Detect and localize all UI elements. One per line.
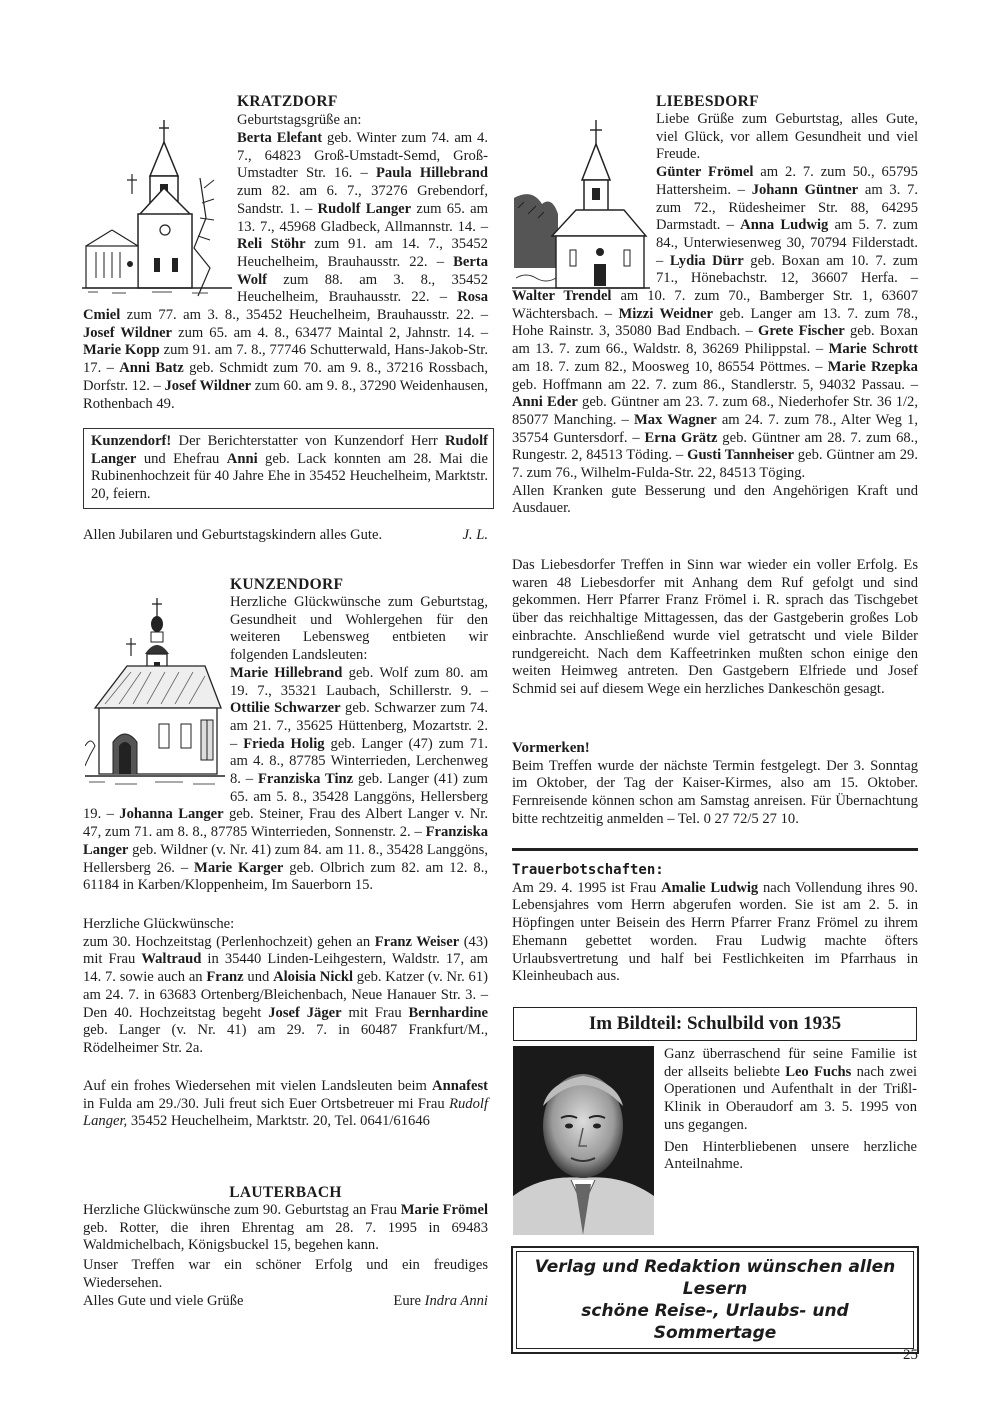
mourning-name: Amalie Ludwig <box>661 879 759 896</box>
entry-text: geb. Güntner am 23. 7. zum 68., Niederhofer Str. 36 1/2, 85077 Manching. – <box>512 394 918 428</box>
reunion-text: Auf ein frohes Wiedersehen mit vielen Landsleuten beim <box>83 1078 433 1094</box>
liebesdorf-entries <box>512 111 918 518</box>
wedding-text: zum 30. Hochzeitstag (Perlenhochzeit) gehen an <box>83 933 375 950</box>
entry-text: geb. Langer (47) zum 71. am 4. 8., 87785 Winterrieden, Lerchenweg 8. – <box>230 735 489 788</box>
entry-name: Berta Elefant <box>237 130 323 146</box>
liebesdorf-meeting-text: Das Liebesdorfer Treffen in Sinn war wieder ein voller Erfolg. Es waren 48 Liebesdorfer mit Anhang dem Ruf gefolgt und sind gekommen. Herr Pfarrer Franz Frömel i. R. sprach das Tischgebet über das reichhaltige Mittagessen, das der Gastgeberin großes Lob einbrachte. Anschließend wurde viel getratscht und viele Bilder rundgereicht. Nach dem Kaffeetrinken mußten schon einige den weiten Heimweg antreten. Den Gastgebern Elfriede und Josef Schmid sei auf diesem Wege ein herzliches Dankeschön gesagt. <box>512 557 918 697</box>
bildteil-text <box>664 1046 917 1174</box>
wedding-name: Franz <box>206 969 244 986</box>
liebesdorf-heading: LIEBESDORF <box>656 93 759 110</box>
kratzdorf-signature: J. L. <box>462 527 488 543</box>
entry-name: Paula Hillebrand <box>376 165 488 182</box>
entry-name: Marie Rzepka <box>827 358 918 375</box>
mourning-heading: Trauerbotschaften: <box>512 862 664 878</box>
entry-name: Anni Batz <box>119 360 184 377</box>
lauterbach-sig-name: Indra Anni <box>424 1292 488 1309</box>
entry-text: geb. Schwarzer zum 74. am 21. 7., 35625 Hüttenberg, Mozartstr. 2. – <box>230 700 488 752</box>
entry-text: geb. Olbrich zum 82. am 12. 8., 61184 in Karben/Kloppenheim, Im Sauerborn 15. <box>83 859 489 894</box>
entry-text: zum 91. am 7. 8., 77746 Schutterwald, Hans-Jakob-Str. 17. – <box>83 342 488 377</box>
entry-name: Gusti Tannheiser <box>687 447 794 464</box>
entry-name: Max Wagner <box>634 411 717 428</box>
lauterbach-sig-prefix: Eure <box>393 1292 425 1309</box>
entry-name: Lydia Dürr <box>669 252 744 269</box>
lauterbach-closing: Alles Gute und viele Grüße <box>83 1292 244 1309</box>
entry-name: Rosa Cmiel <box>83 289 488 324</box>
entry-name: Josef Wildner <box>164 377 252 394</box>
entry-text: am 10. 7. zum 70., Bamberger Str. 1, 63607 Wächtersbach. – <box>512 288 918 322</box>
liebesdorf-note <box>512 740 918 829</box>
lauterbach-text: geb. Rotter, die ihren Ehrentag am 28. 7. 1995 in 69483 Waldmichelbach, Königsbuckel 15, begehen kann. <box>83 1219 488 1254</box>
entry-name: Marie Karger <box>194 859 284 876</box>
entry-text: am 24. 7. zum 78., Alter Weg 1, 35754 Guntersdorf. – <box>512 411 918 446</box>
page-number: 25 <box>903 1347 918 1363</box>
wedding-name: Josef Jäger <box>268 1004 342 1021</box>
kratzdorf-entries <box>83 130 488 413</box>
entry-text: zum 91. am 14. 7., 35452 Heuchelheim, Brauhausstr. 22. – <box>237 236 488 270</box>
wedding-name: Bernhardine <box>408 1004 488 1021</box>
liebesdorf-meeting <box>512 557 918 699</box>
lauterbach-body <box>83 1202 488 1310</box>
lauterbach-heading: LAUTERBACH <box>229 1184 342 1201</box>
entry-name: Franziska Langer <box>83 824 488 858</box>
entry-text: geb. Langer (41) zum 65. am 5. 8., 35428 Langgöns, Hellersberg 19. – <box>83 771 488 823</box>
entry-name: Ottilie Schwarzer <box>230 700 341 717</box>
mourning-text: nach Vollendung ihres 90. Lebensjahres vom Herrn abgerufen worden. Sie ist am 2. 5. in Höpfingen unter Beisein des Herrn Pfarrer Franz Frömel zu ihrem Ehemann gebettet worden. Frau Ludwig machte öfters Urlaubsvertretung und half bei Festlichkeiten im Pfarrhaus in Kleinheubach aus. <box>512 879 918 985</box>
entry-text: zum 65. am 4. 8., 63477 Maintal 2, Jahnstr. 14. – <box>172 324 489 341</box>
kratzdorf-intro: Geburtstagsgrüße an: <box>237 112 362 128</box>
box-lead: Kunzendorf! <box>91 433 172 449</box>
bildteil-p2: Den Hinterbliebenen unsere herzliche Anteilnahme. <box>664 1138 917 1173</box>
lauterbach-p2: Unser Treffen war ein schöner Erfolg und ein freudiges Wiedersehen. <box>83 1257 488 1291</box>
bildteil-body: nach zwei Operationen und Aufenthalt in der Trißl-Klinik in Oberaudorf am 3. 5. 1995 von uns gegangen. <box>664 1063 917 1133</box>
wedding-text: in 35440 Linden-Leihgestern, Waldstr. 17, am 14. 7. sowie auch an <box>83 951 488 986</box>
entry-name: Erna Grätz <box>644 429 718 446</box>
wedding-text: geb. Katzer (v. Nr. 61) am 24. 7. in 63683 Ortenberg/Bleichenbach, Neue Hanauer Str. 3. – Den 40. Hochzeitstag begeht <box>83 969 488 1021</box>
kratzdorf-heading: KRATZDORF <box>237 93 338 110</box>
box-text: geb. Lack konnten am 28. Mai die Rubinenhochzeit für 40 Jahre Ehe in 35452 Heuchelheim, Marktstr. 20, feiern. <box>91 450 488 503</box>
entry-text: zum 88. am 3. 8., 35452 Heuchelheim, Brauhausstr. 22. – <box>237 271 488 306</box>
entry-text: zum 82. am 6. 7., 37276 Grebendorf, Sandstr. 1. – <box>237 183 488 217</box>
leo-fuchs-portrait <box>513 1046 654 1235</box>
kunzendorf-entries <box>83 594 488 895</box>
entry-name: Franziska Tinz <box>257 771 354 788</box>
entry-name: Günter Frömel <box>656 164 754 181</box>
reunion-name: Annafest <box>432 1078 488 1094</box>
reunion-text: in Fulda am 29./30. Juli freut sich Euer Ortsbetreuer mi Frau <box>83 1095 450 1112</box>
wedding-name: Aloisia Nickl <box>273 969 354 986</box>
entry-name: Anni Eder <box>512 394 578 411</box>
entry-name: Berta Wolf <box>237 253 488 288</box>
entry-text: geb. Güntner am 28. 7. zum 68., Rungestr. 2, 84513 Töding. – <box>512 429 918 464</box>
reunion-text: 35452 Heuchelheim, Marktstr. 20, Tel. 0641/61646 <box>127 1113 430 1130</box>
publisher-greeting-box <box>511 1246 919 1354</box>
kunzendorf-intro: Herzliche Glückwünsche zum Geburtstag, Gesundheit und Wohlergehen für den weiteren Lebensweg entbieten wir folgenden Landsleuten: <box>230 594 488 664</box>
entry-text: geb. Schmidt zum 70. am 9. 8., 37216 Rossbach, Dorfstr. 12. – <box>83 360 488 394</box>
entry-text: am 5. 7. zum 84., Unterwiesenweg 30, 70794 Filderstadt. – <box>656 217 918 269</box>
entry-text: geb. Steiner, Frau des Albert Langer v. Nr. 47, zum 71. am 8. 8., 87785 Winterrieden, Sonnenstr. 2. – <box>83 806 488 841</box>
wedding-heading: Herzliche Glückwünsche: <box>83 916 235 932</box>
entry-name: Josef Wildner <box>83 324 173 341</box>
kratzdorf-closing: Allen Jubilaren und Geburtstagskindern alles Gute. <box>83 527 383 543</box>
entry-name: Johanna Langer <box>119 806 224 823</box>
lauterbach-text: Herzliche Glückwünsche zum 90. Geburtstag an Frau <box>83 1202 401 1218</box>
box-name: Anni <box>226 450 258 467</box>
entry-text: geb. Hoffmann am 22. 7. zum 86., Standlerstr. 5, 94032 Passau. – <box>512 376 918 393</box>
entry-name: Rudolf Langer <box>317 200 412 217</box>
kunzendorf-anniversary-box <box>83 428 494 509</box>
wedding-text: (43) mit Frau <box>83 933 489 968</box>
entry-name: Johann Güntner <box>751 181 859 198</box>
liebesdorf-sick-wishes: Allen Kranken gute Besserung und den Angehörigen Kraft und Ausdauer. <box>512 482 918 517</box>
entry-name: Walter Trendel <box>512 288 612 305</box>
mourning-text: Am 29. 4. 1995 ist Frau <box>512 879 662 896</box>
wedding-name: Franz Weiser <box>374 933 460 950</box>
mourning-section <box>512 862 918 986</box>
entry-name: Mizzi Weidner <box>618 305 713 322</box>
note-text: Beim Treffen wurde der nächste Termin festgelegt. Der 3. Sonntag im Oktober, der Tag der Kaiser-Kirmes, also am 15. Oktober. Fernreisende können schon am Samstag anreisen. Für Übernachtung bitte rechtzeitig anmelden – Tel. 0 27 72/5 27 10. <box>512 757 918 827</box>
entry-name: Grete Fischer <box>757 323 845 340</box>
bildteil-title: Im Bildteil: Schulbild von 1935 <box>513 1007 917 1041</box>
entry-text: geb. Wolf zum 80. am 19. 7., 35321 Laubach, Schillerstr. 9. – <box>230 664 488 699</box>
kunzendorf-heading: KUNZENDORF <box>230 576 344 593</box>
entry-name: Marie Schrott <box>828 341 919 358</box>
entry-text: geb. Güntner am 29. 7. zum 76., Wilhelm-Fulda-Str. 22, 84513 Töging. <box>512 447 918 482</box>
bildteil-name: Leo Fuchs <box>785 1063 852 1080</box>
entry-text: zum 60. am 9. 8., 37290 Weidenhausen, Rothenbach 49. <box>83 377 488 412</box>
kunzendorf-reunion <box>83 1078 488 1131</box>
wedding-name: Waltraud <box>141 951 202 968</box>
wedding-text: mit Frau <box>341 1004 409 1021</box>
box-text: Der Berichterstatter von Kunzendorf Herr <box>171 433 446 449</box>
entry-text: am 3. 7. zum 72., Rüdesheimer Str. 88, 64295 Darmstadt. – <box>656 181 918 234</box>
bildteil-body: Ganz überraschend für seine Familie ist der allseits beliebte <box>664 1046 917 1080</box>
entry-text: geb. Wildner (v. Nr. 41) zum 84. am 11. 8., 35428 Langgöns, Hellersberg 26. – <box>83 841 488 876</box>
greeting-line-1: Verlag und Redaktion wünschen allen Lesern <box>534 1257 896 1299</box>
box-text: und Ehefrau <box>136 450 227 467</box>
entry-text: geb. Langer am 13. 7. zum 78., Hohe Rainstr. 3, 35080 Bad Endbach. – <box>512 305 919 340</box>
box-name: Rudolf Langer <box>91 433 488 467</box>
entry-name: Marie Kopp <box>83 342 160 359</box>
entry-text: geb. Winter zum 74. am 4. 7., 64823 Groß-Umstadt-Semd, Groß-Umstadter Str. 16. – <box>237 130 488 182</box>
entry-name: Reli Stöhr <box>237 236 306 253</box>
lauterbach-name: Marie Frömel <box>400 1202 488 1218</box>
entry-text: geb. Boxan am 10. 7. zum 71., Hönebachstr. 12, 36607 Herfa. – <box>656 252 918 287</box>
kunzendorf-wedding <box>83 916 488 1058</box>
wedding-text: und <box>243 969 274 986</box>
entry-text: geb. Boxan am 13. 7. zum 66., Waldstr. 8, 36269 Philippstal. – <box>512 323 918 358</box>
wedding-text: geb. Langer (v. Nr. 41) am 29. 7. in 60487 Frankfurt/M., Rödelheimer Str. 2a. <box>83 1022 488 1056</box>
entry-text: am 2. 7. zum 50., 65795 Hattersheim. – <box>656 164 918 198</box>
entry-text: am 18. 7. zum 82., Moosweg 10, 86554 Pöttmes. – <box>512 358 828 375</box>
entry-text: zum 77. am 3. 8., 35452 Heuchelheim, Brauhausstr. 22. – <box>120 307 488 324</box>
liebesdorf-intro: Liebe Grüße zum Geburtstag, alles Gute, viel Glück, vor allem Gesundheit und viel Freude. <box>656 111 918 163</box>
entry-text: zum 65. am 13. 7., 45968 Gladbeck, Allmannstr. 14. – <box>237 200 488 235</box>
greeting-line-2: schöne Reise-, Urlaubs- und Sommertage <box>581 1301 849 1343</box>
entry-name: Frieda Holig <box>243 735 325 752</box>
section-divider <box>512 848 918 851</box>
kratzdorf-closing-line <box>83 527 488 545</box>
reunion-italic-name: Rudolf Langer, <box>83 1095 488 1130</box>
entry-name: Anna Ludwig <box>740 217 829 234</box>
note-heading: Vormerken! <box>512 740 590 756</box>
entry-name: Marie Hillebrand <box>230 664 343 681</box>
